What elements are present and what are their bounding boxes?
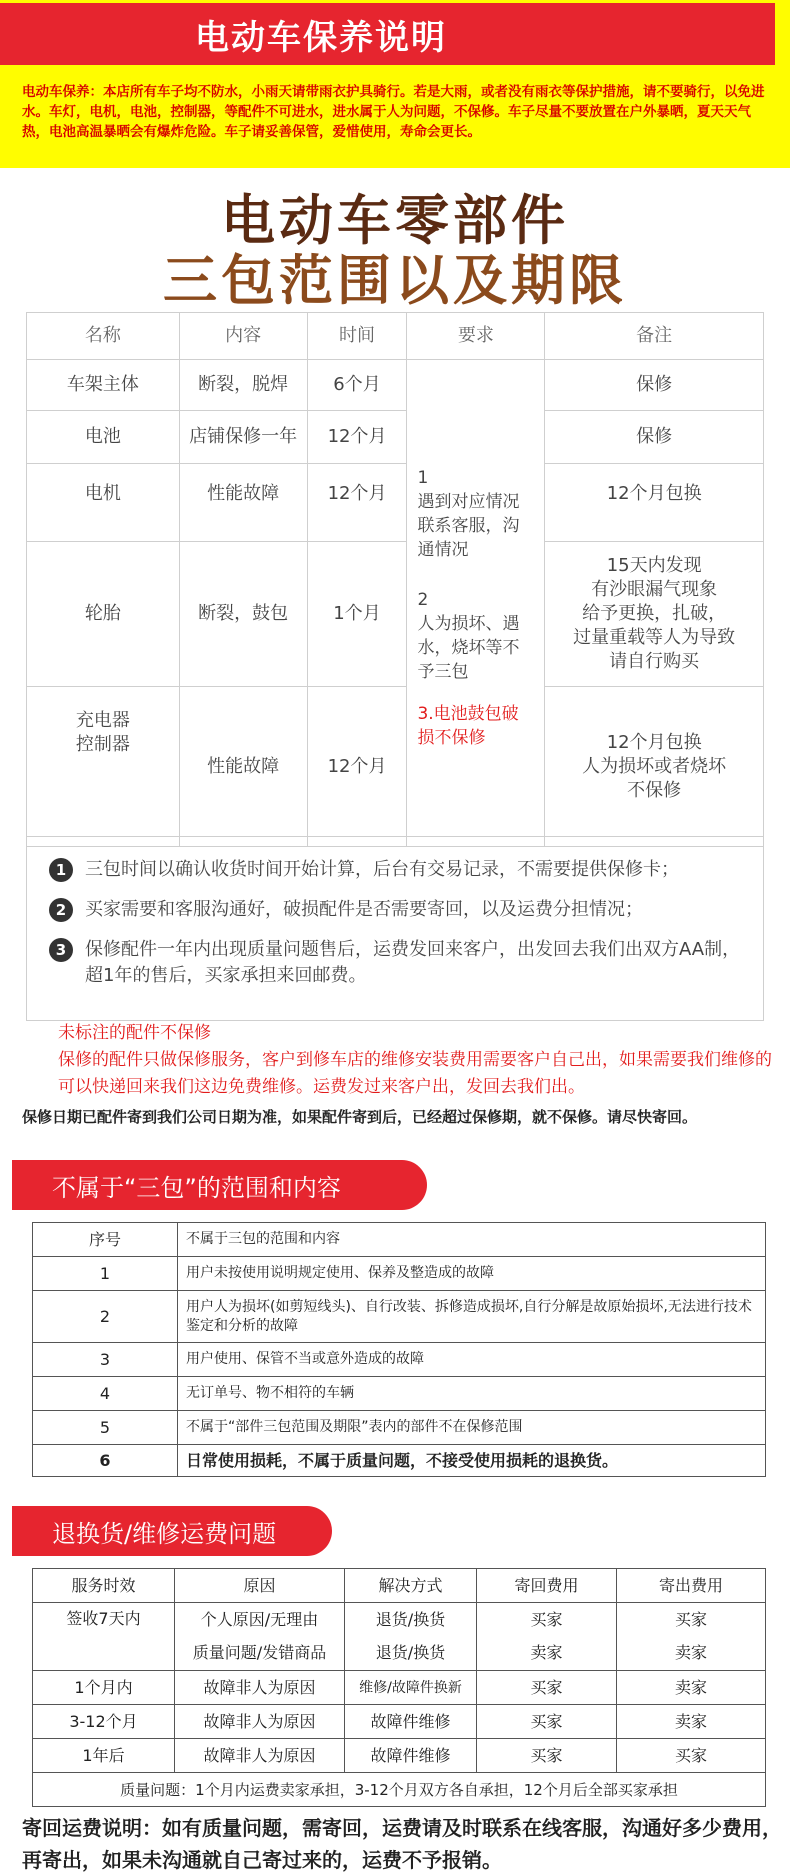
number-badge-icon: 2 [49, 898, 73, 922]
number-badge-icon: 3 [49, 938, 73, 962]
row-content: 性能故障 [179, 687, 307, 847]
row-time: 12个月 [307, 464, 407, 541]
table-row [27, 360, 764, 411]
table-row [33, 1671, 766, 1705]
maintenance-title: 电动车保养说明 [0, 3, 775, 65]
warranty-notes [26, 836, 764, 1021]
requirement-cell [407, 360, 545, 847]
row-name: 电机 [27, 464, 180, 541]
row-solution: 退货/换货 [345, 1603, 477, 1637]
row-period: 1年后 [33, 1739, 175, 1773]
maintenance-text: 电动车保养：本店所有车子均不防水，小雨天请带雨衣护具骑行。若是大雨，或者没有雨衣等保护措施，请不要骑行，以免进水。车灯，电机，电池，控制器，等配件不可进水，进水属于人为问题，不保修。车子尽量不要放置在户外暴晒，夏天天气热，电池高温暴晒会有爆炸危险。车子请妥善保管，爱惜使用，寿命会更长。 [22, 84, 765, 140]
table-row [33, 1603, 766, 1637]
row-text: 用户未按使用说明规定使用、保养及整造成的故障 [178, 1257, 766, 1291]
row-text: 日常使用损耗，不属于质量问题，不接受使用损耗的退换货。 [178, 1445, 766, 1477]
table-row [27, 410, 764, 464]
row-out-fee: 买家 [617, 1603, 766, 1637]
row-reason: 故障非人为原因 [175, 1739, 345, 1773]
table-row [33, 1705, 766, 1739]
unwarranted-note [58, 1020, 778, 1101]
header-period: 服务时效 [33, 1569, 175, 1603]
warranty-heading-line2: 三包范围以及期限 [163, 248, 627, 312]
row-back-fee: 卖家 [477, 1637, 617, 1671]
return-shipping-note: 寄回运费说明：如有质量问题，需寄回，运费请及时联系在线客服，沟通好多少费用，再寄出，如果未沟通就自己寄过来的，运费不予报销。 [22, 1816, 782, 1872]
row-no: 2 [33, 1291, 178, 1343]
row-content: 性能故障 [179, 464, 307, 541]
warranty-heading-line1: 电动车零部件 [221, 188, 569, 252]
header-solution: 解决方式 [345, 1569, 477, 1603]
row-no: 3 [33, 1343, 178, 1377]
row-solution: 故障件维修 [345, 1705, 477, 1739]
row-back-fee: 买家 [477, 1603, 617, 1637]
number-badge-icon: 1 [49, 858, 73, 882]
row-content: 断裂，脱焊 [179, 360, 307, 411]
table-row [27, 464, 764, 541]
table-row [33, 1343, 766, 1377]
row-name: 轮胎 [27, 541, 180, 686]
note-item [49, 897, 741, 923]
requirement-2-num: 2 [417, 590, 429, 610]
row-name: 车架主体 [27, 360, 180, 411]
header-requirement: 要求 [407, 313, 545, 360]
table-row [27, 687, 764, 847]
note-text: 买家需要和客服沟通好，破损配件是否需要寄回，以及运费分担情况； [85, 899, 643, 920]
maintenance-notice-box [0, 0, 790, 168]
row-back-fee: 买家 [477, 1739, 617, 1773]
shipping-title: 退换货/维修运费问题 [12, 1506, 332, 1556]
table-header-row [33, 1223, 766, 1257]
table-row [33, 1411, 766, 1445]
row-out-fee: 卖家 [617, 1637, 766, 1671]
note-item [49, 937, 741, 989]
table-row [33, 1377, 766, 1411]
row-out-fee: 买家 [617, 1739, 766, 1773]
row-note: 保修 [545, 410, 764, 464]
row-reason: 质量问题/发错商品 [175, 1637, 345, 1671]
row-time: 12个月 [307, 687, 407, 847]
row-out-fee: 卖家 [617, 1705, 766, 1739]
row-no: 4 [33, 1377, 178, 1411]
requirement-3: 3.电池鼓包破损不保修 [417, 704, 519, 748]
row-note: 12个月包换 人为损坏或者烧坏 不保修 [545, 687, 764, 847]
row-time: 6个月 [307, 360, 407, 411]
row-reason: 故障非人为原因 [175, 1671, 345, 1705]
row-period: 3-12个月 [33, 1705, 175, 1739]
row-reason: 个人原因/无理由 [175, 1603, 345, 1637]
header-out-fee: 寄出费用 [617, 1569, 766, 1603]
header-no: 序号 [33, 1223, 178, 1257]
row-text: 无订单号、物不相符的车辆 [178, 1377, 766, 1411]
row-note: 12个月包换 [545, 464, 764, 541]
requirement-2: 人为损坏、遇水，烧坏等不予三包 [417, 614, 520, 682]
row-note: 保修 [545, 360, 764, 411]
row-no: 5 [33, 1411, 178, 1445]
row-back-fee: 买家 [477, 1671, 617, 1705]
shipping-table [32, 1568, 766, 1807]
header-text: 不属于三包的范围和内容 [178, 1223, 766, 1257]
row-no: 6 [33, 1445, 178, 1477]
exclusions-title: 不属于“三包”的范围和内容 [12, 1160, 427, 1210]
unwarranted-note-line2: 保修的配件只做保修服务，客户到修车店的维修安装费用需要客户自己出，如果需要我们维修的可以快递回来我们这边免费维修。运费发过来客户出，发回去我们出。 [58, 1050, 772, 1097]
header-content: 内容 [179, 313, 307, 360]
row-content: 店铺保修一年 [179, 410, 307, 464]
row-period: 签收7天内 [33, 1603, 175, 1671]
shipping-summary: 质量问题：1个月内运费卖家承担，3-12个月双方各自承担，12个月后全部买家承担 [33, 1773, 766, 1807]
row-text: 用户人为损坏(如剪短线头)、自行改装、拆修造成损坏,自行分解是故原始损坏,无法进行技术鉴定和分析的故障 [178, 1291, 766, 1343]
warranty-heading [0, 190, 790, 310]
row-content: 断裂，鼓包 [179, 541, 307, 686]
table-row [33, 1291, 766, 1343]
row-reason: 故障非人为原因 [175, 1705, 345, 1739]
table-row [33, 1773, 766, 1807]
note-text: 保修配件一年内出现质量问题售后，运费发回来客户，出发回去我们出双方AA制，超1年的售后，买家承担来回邮费。 [85, 939, 741, 986]
row-text: 不属于“部件三包范围及期限”表内的部件不在保修范围 [178, 1411, 766, 1445]
row-out-fee: 卖家 [617, 1671, 766, 1705]
table-header-row [33, 1569, 766, 1603]
row-time: 1个月 [307, 541, 407, 686]
row-solution: 故障件维修 [345, 1739, 477, 1773]
header-name: 名称 [27, 313, 180, 360]
header-note: 备注 [545, 313, 764, 360]
requirement-1: 遇到对应情况联系客服，沟通情况 [417, 492, 520, 560]
warranty-table [26, 312, 764, 847]
header-time: 时间 [307, 313, 407, 360]
row-solution: 维修/故障件换新 [345, 1671, 477, 1705]
warranty-date-note: 保修日期已配件寄到我们公司日期为准，如果配件寄到后，已经超过保修期，就不保修。请尽快寄回。 [22, 1108, 698, 1126]
row-no: 1 [33, 1257, 178, 1291]
header-reason: 原因 [175, 1569, 345, 1603]
table-row [33, 1257, 766, 1291]
note-item [49, 857, 741, 883]
row-text: 用户使用、保管不当或意外造成的故障 [178, 1343, 766, 1377]
requirement-1-num: 1 [417, 468, 429, 488]
row-solution: 退货/换货 [345, 1637, 477, 1671]
table-row [33, 1739, 766, 1773]
header-back-fee: 寄回费用 [477, 1569, 617, 1603]
table-header-row [27, 313, 764, 360]
row-note: 15天内发现 有沙眼漏气现象 给予更换，扎破， 过量重载等人为导致 请自行购买 [545, 541, 764, 686]
row-period: 1个月内 [33, 1671, 175, 1705]
row-name: 电池 [27, 410, 180, 464]
table-row [27, 541, 764, 686]
row-name: 充电器 控制器 [27, 687, 180, 847]
exclusions-table [32, 1222, 766, 1477]
row-back-fee: 买家 [477, 1705, 617, 1739]
unwarranted-note-line1: 未标注的配件不保修 [58, 1023, 211, 1043]
table-row [33, 1445, 766, 1477]
row-time: 12个月 [307, 410, 407, 464]
note-text: 三包时间以确认收货时间开始计算，后台有交易记录，不需要提供保修卡； [85, 859, 679, 880]
